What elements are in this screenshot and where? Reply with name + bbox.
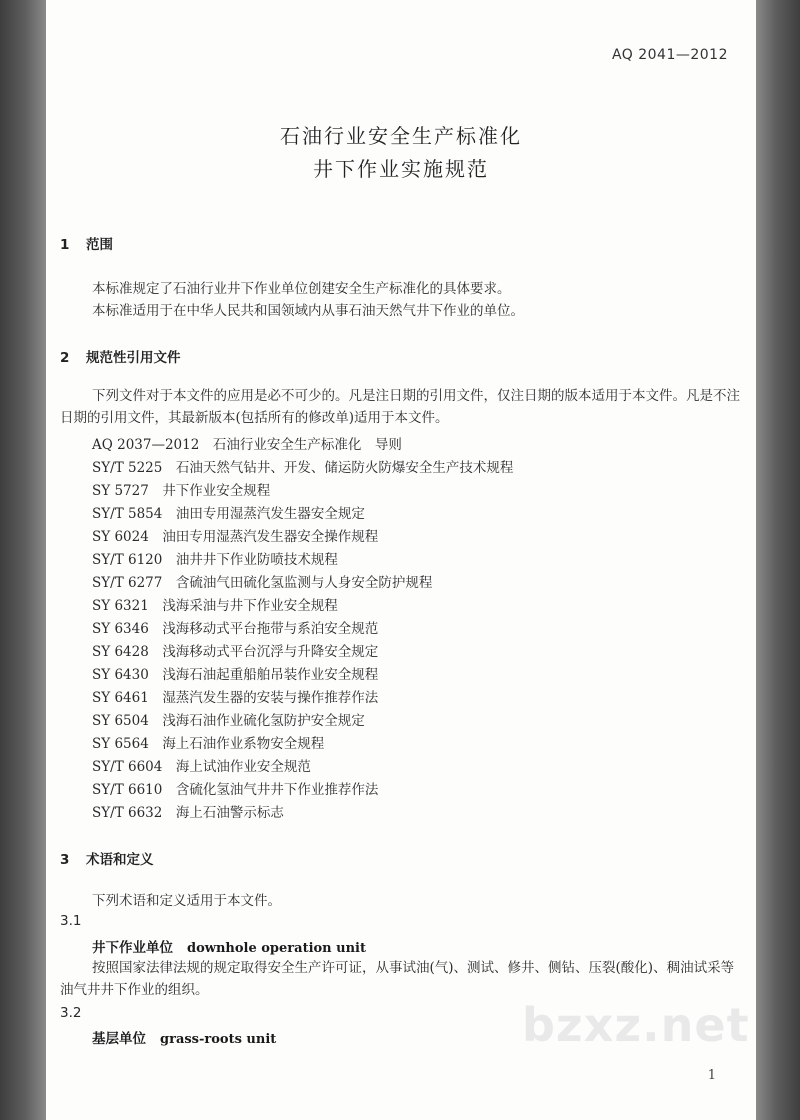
reference-item bbox=[92, 525, 742, 545]
section-number: 2 bbox=[60, 350, 70, 366]
paragraph: 本标准规定了石油行业井下作业单位创建安全生产标准化的具体要求。 bbox=[92, 281, 511, 297]
reference-code: SY 6346 bbox=[92, 621, 149, 637]
section-title: 术语和定义 bbox=[86, 852, 154, 868]
reference-item bbox=[92, 571, 742, 591]
term-cn: 井下作业单位 bbox=[92, 940, 173, 956]
reference-item bbox=[92, 456, 742, 476]
reference-code: SY/T 5225 bbox=[92, 460, 163, 476]
reference-code: SY 6428 bbox=[92, 644, 149, 660]
standard-code: AQ 2041—2012 bbox=[611, 47, 728, 63]
reference-title: 浅海移动式平台沉浮与升降安全规定 bbox=[162, 644, 379, 660]
reference-item bbox=[92, 548, 742, 568]
reference-title: 含硫油气田硫化氢监测与人身安全防护规程 bbox=[175, 575, 433, 591]
reference-title: 油井井下作业防喷技术规程 bbox=[175, 552, 338, 568]
reference-item bbox=[92, 617, 742, 637]
reference-item bbox=[92, 640, 742, 660]
section-number: 3 bbox=[60, 852, 70, 868]
reference-title: 石油行业安全生产标准化 导则 bbox=[212, 437, 402, 453]
reference-title: 含硫化氢油气井井下作业推荐作法 bbox=[175, 782, 379, 798]
reference-title: 浅海移动式平台拖带与系泊安全规范 bbox=[162, 621, 379, 637]
page-number: 1 bbox=[707, 1068, 716, 1083]
reference-code: AQ 2037—2012 bbox=[92, 437, 200, 453]
reference-item bbox=[92, 709, 742, 729]
reference-item bbox=[92, 663, 742, 683]
reference-title: 湿蒸汽发生器的安装与操作推荐作法 bbox=[162, 690, 379, 706]
reference-title: 海上石油警示标志 bbox=[175, 805, 284, 821]
reference-code: SY 6461 bbox=[92, 690, 149, 706]
reference-title: 浅海采油与井下作业安全规程 bbox=[162, 598, 338, 614]
reference-item bbox=[92, 801, 742, 821]
reference-code: SY 6564 bbox=[92, 736, 149, 752]
reference-title: 海上石油作业系物安全规程 bbox=[162, 736, 325, 752]
reference-title: 海上试油作业安全规范 bbox=[175, 759, 311, 775]
term-number: 3.1 bbox=[60, 913, 82, 929]
reference-code: SY 5727 bbox=[92, 483, 149, 499]
term-heading bbox=[92, 936, 366, 956]
reference-title: 石油天然气钻井、开发、储运防火防爆安全生产技术规程 bbox=[175, 460, 514, 476]
paragraph: 下列文件对于本文件的应用是必不可少的。凡是注日期的引用文件，仅注日期的版本适用于本文件。凡是不注日期的引用文件，其最新版本(包括所有的修改单)适用于本文件。 bbox=[60, 388, 740, 426]
document-title-line1: 石油行业安全生产标准化 bbox=[280, 124, 522, 148]
reference-code: SY 6321 bbox=[92, 598, 149, 614]
section-title: 规范性引用文件 bbox=[86, 350, 181, 366]
paragraph: 下列术语和定义适用于本文件。 bbox=[92, 893, 281, 909]
document-page bbox=[46, 0, 756, 1120]
document-title-line2: 井下作业实施规范 bbox=[313, 157, 489, 181]
term-heading bbox=[92, 1027, 276, 1047]
term-definition: 按照国家法律法规的规定取得安全生产许可证，从事试油(气)、测试、修井、侧钻、压裂(酸化)、稠油试采等油气井井下作业的组织。 bbox=[60, 960, 735, 998]
reference-code: SY/T 5854 bbox=[92, 506, 163, 522]
reference-item bbox=[92, 686, 742, 706]
reference-code: SY 6024 bbox=[92, 529, 149, 545]
watermark: bzxz.net bbox=[522, 998, 750, 1052]
reference-title: 浅海石油作业硫化氢防护安全规定 bbox=[162, 713, 365, 729]
reference-item bbox=[92, 778, 742, 798]
section-heading-normative-references bbox=[60, 346, 181, 366]
reference-item bbox=[92, 479, 742, 499]
reference-item bbox=[92, 433, 742, 453]
reference-code: SY 6504 bbox=[92, 713, 149, 729]
term-cn: 基层单位 bbox=[92, 1031, 146, 1047]
reference-code: SY/T 6632 bbox=[92, 805, 163, 821]
section-heading-scope bbox=[60, 233, 113, 253]
term-en: grass-roots unit bbox=[160, 1032, 277, 1047]
section-title: 范围 bbox=[86, 237, 113, 253]
scan-border-left bbox=[0, 0, 46, 1120]
section-number: 1 bbox=[60, 237, 70, 253]
reference-title: 浅海石油起重船舶吊装作业安全规程 bbox=[162, 667, 379, 683]
term-number: 3.2 bbox=[60, 1005, 82, 1021]
reference-item bbox=[92, 502, 742, 522]
scan-border-right bbox=[756, 0, 800, 1120]
reference-code: SY/T 6610 bbox=[92, 782, 163, 798]
reference-title: 油田专用湿蒸汽发生器安全规定 bbox=[175, 506, 365, 522]
reference-code: SY 6430 bbox=[92, 667, 149, 683]
reference-title: 井下作业安全规程 bbox=[162, 483, 271, 499]
section-heading-terms bbox=[60, 848, 154, 868]
reference-code: SY/T 6120 bbox=[92, 552, 163, 568]
paragraph: 本标准适用于在中华人民共和国领域内从事石油天然气井下作业的单位。 bbox=[92, 303, 524, 319]
reference-item bbox=[92, 594, 742, 614]
reference-item bbox=[92, 732, 742, 752]
reference-item bbox=[92, 755, 742, 775]
reference-code: SY/T 6604 bbox=[92, 759, 163, 775]
term-en: downhole operation unit bbox=[187, 941, 367, 956]
reference-code: SY/T 6277 bbox=[92, 575, 163, 591]
reference-title: 油田专用湿蒸汽发生器安全操作规程 bbox=[162, 529, 379, 545]
